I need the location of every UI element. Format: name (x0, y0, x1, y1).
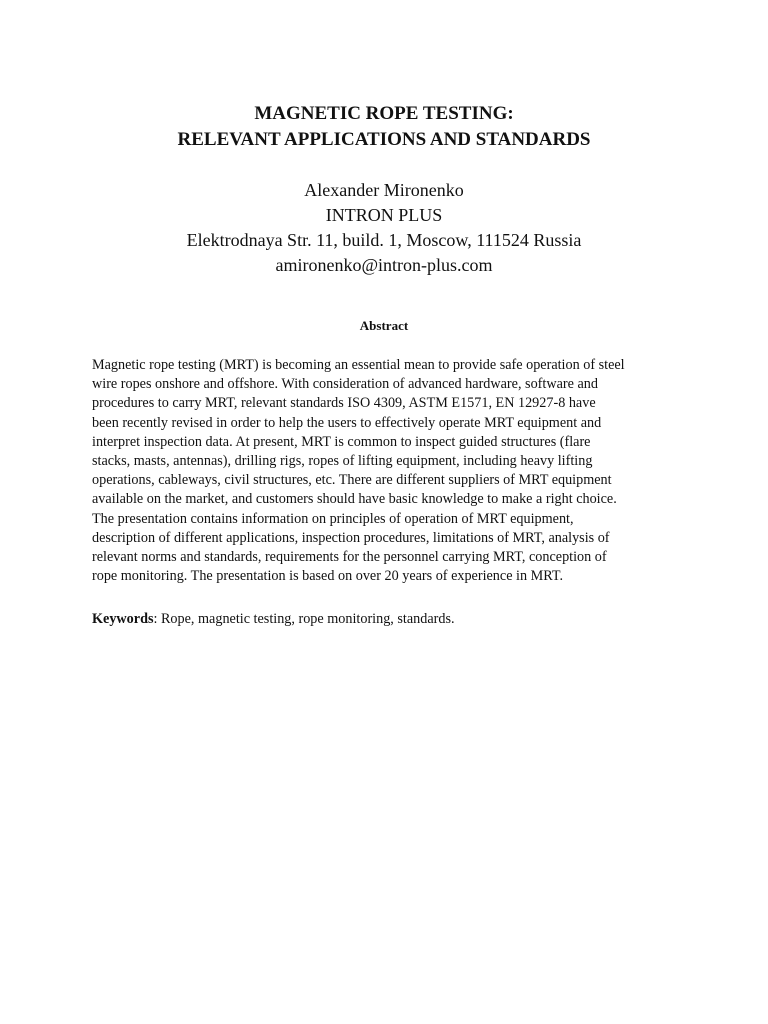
abstract-line: rope monitoring. The presentation is based on over 20 years of experience in MRT. (92, 568, 564, 585)
abstract-line: available on the market, and customers should have basic knowledge to make a right choice. (92, 491, 617, 508)
keywords (92, 610, 692, 629)
title-line-1: MAGNETIC ROPE TESTING: (254, 103, 514, 124)
abstract-line: relevant norms and standards, requirements for the personnel carrying MRT, conception of (92, 549, 607, 566)
abstract-line: procedures to carry MRT, relevant standards ISO 4309, ASTM E1571, EN 12927-8 have (92, 395, 596, 412)
email: amironenko@intron-plus.com (275, 255, 493, 275)
abstract-line: Magnetic rope testing (MRT) is becoming an essential mean to provide safe operation of steel (92, 357, 625, 373)
address: Elektrodnaya Str. 11, build. 1, Moscow, 111524 Russia (186, 230, 582, 250)
abstract-line: been recently revised in order to help the users to effectively operate MRT equipment and (92, 414, 602, 431)
title-line-2: RELEVANT APPLICATIONS AND STANDARDS (177, 129, 591, 150)
paper-title (0, 101, 768, 153)
abstract-line: description of different applications, inspection procedures, limitations of MRT, analysis of (92, 529, 610, 546)
abstract-line: The presentation contains information on principles of operation of MRT equipment, (92, 510, 574, 527)
affiliation: INTRON PLUS (325, 205, 443, 225)
keywords-label: Keywords (92, 611, 154, 627)
abstract-line: wire ropes onshore and offshore. With consideration of advanced hardware, software and (92, 376, 598, 393)
abstract-line: stacks, masts, antennas), drilling rigs, ropes of lifting equipment, including heavy lifting (92, 453, 593, 470)
author-name: Alexander Mironenko (304, 180, 464, 200)
abstract-line: interpret inspection data. At present, MRT is common to inspect guided structures (flare (92, 433, 591, 450)
abstract-body (92, 356, 692, 586)
abstract-heading: Abstract (359, 318, 409, 333)
abstract-line: operations, cableways, civil structures, etc. There are different suppliers of MRT equipment (92, 472, 612, 489)
keywords-text: : Rope, magnetic testing, rope monitoring, standards. (153, 611, 455, 627)
author-block (0, 178, 768, 278)
